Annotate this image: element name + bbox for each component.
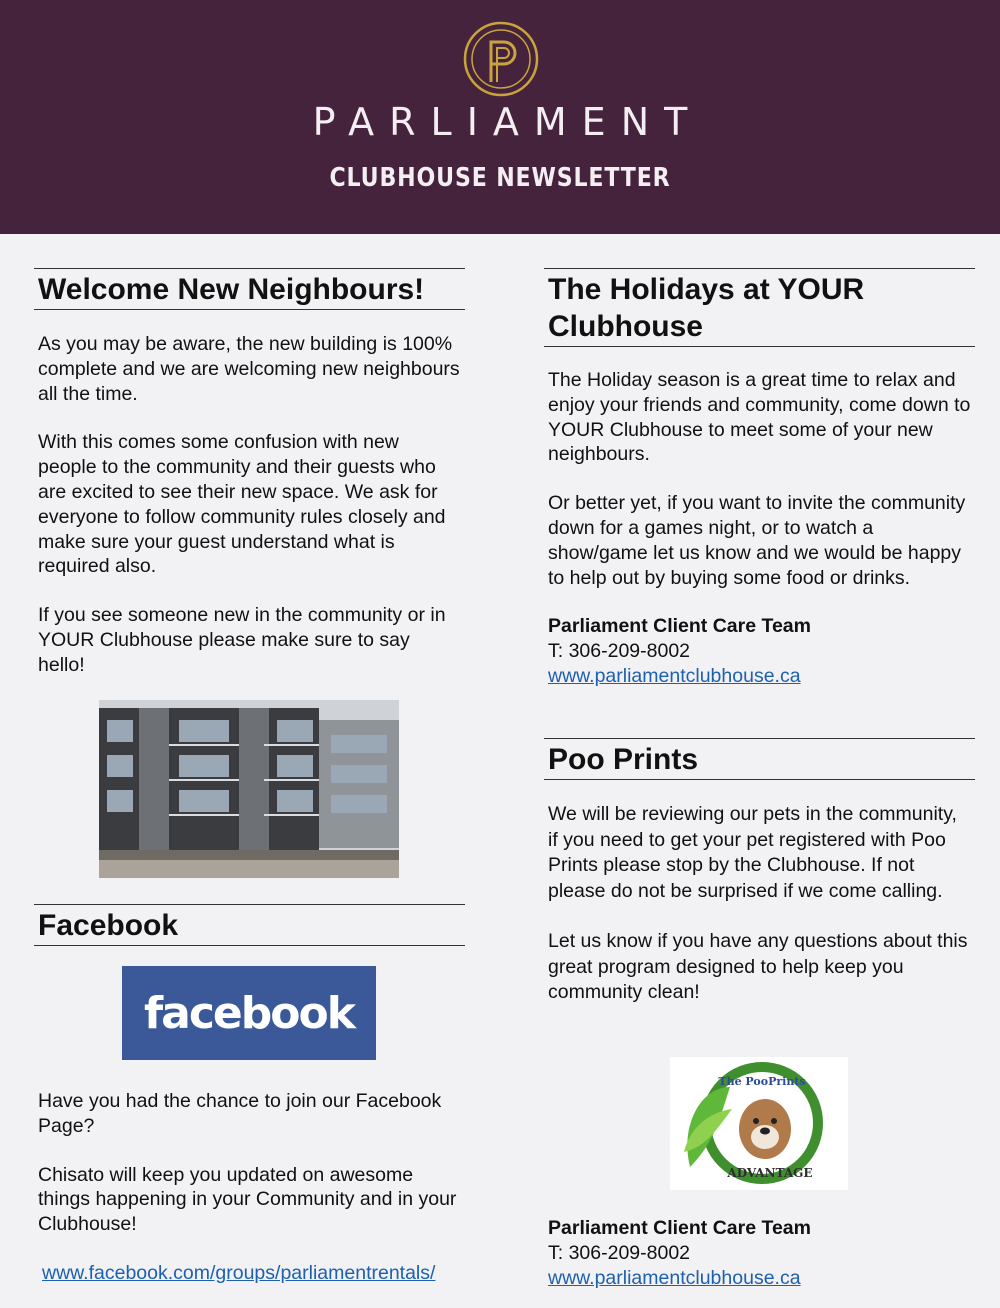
parliament-logo [462, 20, 540, 98]
building-photo [99, 700, 399, 878]
facebook-body [34, 1089, 465, 1237]
poo-team-name: Parliament Client Care Team [548, 1217, 811, 1239]
poo-website-link[interactable]: www.parliamentclubhouse.ca [548, 1266, 801, 1289]
welcome-paragraph-3: If you see someone new in the community or in YOUR Clubhouse please make sure to say hello! [38, 604, 446, 676]
facebook-paragraph-2: Chisato will keep you updated on awesome things happening in your Community and in your Clubhouse! [38, 1163, 457, 1236]
holidays-paragraph-1: The Holiday season is a great time to relax and enjoy your friends and community, come down to YOUR Clubhouse to meet some of your new neighbours. [548, 369, 971, 466]
facebook-group-link[interactable]: www.facebook.com/groups/parliamentrentals/ [42, 1262, 436, 1284]
facebook-title: Facebook [34, 904, 465, 946]
facebook-paragraph-1: Have you had the chance to join our Facebook Page? [38, 1090, 442, 1137]
holidays-paragraph-2: Or better yet, if you want to invite the community down for a games night, or to watch a show/game let us know and we would be happy to help out by buying some food or drinks. [548, 492, 966, 589]
newsletter-header [0, 0, 1000, 234]
left-column [34, 268, 465, 678]
poo-prints-contact [544, 1216, 975, 1290]
welcome-paragraph-1: As you may be aware, the new building is 100% complete and we are welcoming new neighbours all the time. [38, 333, 460, 405]
welcome-title: Welcome New Neighbours! [34, 268, 465, 310]
pooprints-logo-bottom-text: ADVANTAGE [727, 1166, 813, 1180]
facebook-section [34, 904, 465, 946]
holidays-title: The Holidays at YOUR Clubhouse [544, 268, 975, 347]
facebook-link-wrap [42, 1262, 435, 1285]
pooprints-logo-top-text: The PooPrints [718, 1075, 806, 1088]
poo-prints-title: Poo Prints [544, 738, 975, 780]
poo-phone: T: 306-209-8002 [548, 1241, 691, 1264]
brand-name: PARLIAMENT [312, 100, 703, 144]
pooprints-advantage-logo [670, 1057, 848, 1190]
poo-prints-paragraph-2: Let us know if you have any questions about this great program designed to help keep you community clean! [548, 930, 968, 1003]
holidays-team-name: Parliament Client Care Team [548, 615, 811, 638]
holidays-website-link[interactable]: www.parliamentclubhouse.ca [548, 664, 801, 687]
newsletter-subtitle: CLUBHOUSE NEWSLETTER [329, 163, 671, 193]
facebook-logo-text: facebook [144, 987, 354, 1039]
poo-prints-paragraph-1: We will be reviewing our pets in the community, if you need to get your pet registered with Poo Prints please stop by the Clubhouse. If not please do not be surprised if we come calling. [548, 803, 957, 902]
welcome-paragraph-2: With this comes some confusion with new people to the community and their guests who are excited to see their new space. We ask for everyone to follow community rules closely and make sure your guest understand what is required also. [38, 431, 446, 578]
poo-prints-section [544, 738, 975, 1006]
holidays-phone: T: 306-209-8002 [548, 640, 691, 663]
right-column [544, 268, 975, 689]
facebook-logo [122, 966, 376, 1060]
